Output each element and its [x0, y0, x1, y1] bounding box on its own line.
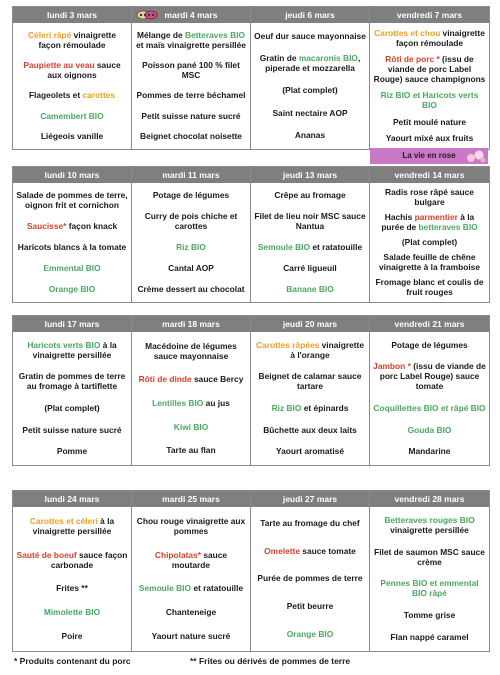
- day-header: [370, 491, 489, 507]
- day-column: [370, 316, 489, 465]
- menu-item-text: Orange BIO: [48, 283, 96, 294]
- menu-item: [373, 361, 486, 391]
- menu-items: [370, 23, 489, 149]
- menu-item-text: Semoule BIO: [257, 241, 310, 252]
- menu-item-text: Tarte au flan: [166, 445, 216, 456]
- menu-item: [16, 516, 128, 536]
- menu-item-text: (Plat complet): [282, 85, 338, 96]
- menu-item-text: et ratatouille: [310, 241, 363, 252]
- day-column: [251, 316, 370, 465]
- menu-item-text: Chou rouge vinaigrette aux pommes: [136, 515, 246, 536]
- day-column: [13, 491, 132, 651]
- menu-item: [373, 187, 486, 207]
- day-label: jeudi 13 mars: [282, 170, 338, 180]
- menu-item: [254, 108, 366, 118]
- menu-item-text: Gouda BIO: [407, 424, 452, 435]
- day-label: vendredi 28 mars: [394, 494, 465, 504]
- day-column: [370, 491, 489, 651]
- day-column: [13, 167, 132, 302]
- menu-item: [373, 446, 486, 456]
- menu-item: [373, 403, 486, 413]
- day-label: vendredi 21 mars: [394, 319, 465, 329]
- day-label: lundi 24 mars: [44, 494, 100, 504]
- menu-item-text: parmentier: [414, 212, 458, 223]
- menu-item-text: Flageolets et: [28, 90, 83, 101]
- day-header: [370, 316, 489, 332]
- menu-item: [135, 190, 247, 200]
- menu-item-text: Carottes et céleri: [29, 515, 98, 526]
- menu-item-text: Curry de pois chiche et carottes: [144, 211, 238, 232]
- menu-item-text: betteraves BIO: [418, 222, 478, 233]
- menu-item-text: Chanteneige: [165, 607, 217, 618]
- menu-item: [254, 31, 366, 41]
- day-label: mardi 11 mars: [162, 170, 220, 180]
- menu-item-text: Sauté de boeuf: [16, 549, 77, 560]
- menu-item-text: Carottes râpées: [256, 339, 320, 350]
- menu-item: [16, 60, 128, 80]
- menu-item-text: et épinards: [301, 402, 349, 413]
- menu-item-text: (issu de viande de porc Label Rouge) sauce champignons: [373, 54, 486, 85]
- menu-item-text: Ananas: [294, 129, 326, 140]
- day-label: jeudi 27 mars: [282, 494, 338, 504]
- menu-item: [373, 133, 486, 143]
- menu-item-text: Potage de légumes: [152, 190, 230, 201]
- menu-item-text: Chipolatas*: [154, 549, 201, 560]
- menu-item: [16, 111, 128, 121]
- menu-item: [16, 242, 128, 252]
- menu-item-text: Petit suisse nature sucré: [141, 110, 241, 121]
- menu-item: [16, 371, 128, 391]
- menu-item: [135, 263, 247, 273]
- menu-item: [373, 28, 486, 48]
- menu-item-text: Flan nappé caramel: [390, 632, 469, 643]
- menu-items: [251, 183, 369, 302]
- menu-item-text: Pennes BIO et emmental BIO râpé: [380, 578, 479, 599]
- menu-item: [373, 90, 486, 110]
- day-header: [132, 167, 250, 183]
- day-header: [13, 7, 131, 23]
- day-header: [13, 167, 131, 183]
- day-header: [13, 491, 131, 507]
- day-label: mardi 25 mars: [162, 494, 220, 504]
- menu-item-text: Petit moulé nature: [392, 116, 467, 127]
- day-column: [132, 167, 251, 302]
- day-column: [370, 167, 489, 302]
- menu-item-text: Crème dessert au chocolat: [137, 283, 245, 294]
- menu-item-text: à la vinaigrette persillée: [32, 339, 117, 360]
- menu-item: [373, 610, 486, 620]
- day-column: [13, 7, 132, 149]
- menu-items: [370, 332, 489, 465]
- menu-item-text: Gratin de pommes de terre au fromage à tartiflette: [18, 371, 126, 392]
- menu-item-text: Beignet de calamar sauce tartare: [258, 371, 362, 392]
- menu-item-text: Kiwi BIO: [173, 421, 209, 432]
- menu-item-text: Bûchette aux deux laits: [263, 424, 357, 435]
- day-label: vendredi 7 mars: [396, 10, 463, 20]
- menu-item-text: au jus: [203, 397, 230, 408]
- menu-item-text: Petit beurre: [286, 601, 334, 612]
- menu-items: [251, 332, 369, 465]
- menu-items: [13, 332, 131, 465]
- menu-item: [16, 221, 128, 231]
- menu-item-text: Rôti de porc *: [385, 54, 440, 65]
- menu-item-text: Camembert BIO: [40, 110, 104, 121]
- menu-item-text: Yaourt nature sucré: [151, 631, 231, 642]
- menu-item-text: sauce façon carbonade: [50, 549, 128, 570]
- menu-item: [254, 371, 366, 391]
- day-header: [13, 316, 131, 332]
- day-header: [132, 316, 250, 332]
- menu-item-text: Riz BIO et Haricots verts BIO: [380, 90, 479, 111]
- menu-item-text: (Plat complet): [44, 402, 100, 413]
- menu-item: [16, 550, 128, 570]
- menu-item: [254, 242, 366, 252]
- menu-item: [135, 341, 247, 361]
- menu-item-text: vinaigrette persillée: [390, 524, 469, 535]
- day-label: lundi 3 mars: [46, 10, 98, 20]
- menu-item: [16, 631, 128, 641]
- menu-item: [254, 446, 366, 456]
- menu-item-text: Pomme: [56, 446, 88, 457]
- menu-item-text: Salade feuille de chêne vinaigrette à la framboise: [378, 251, 480, 272]
- week-4-menu: [12, 490, 490, 652]
- day-column: [132, 491, 251, 651]
- day-label: mardi 4 mars: [164, 10, 218, 20]
- day-label: vendredi 14 mars: [394, 170, 465, 180]
- menu-items: [13, 507, 131, 651]
- menu-items: [132, 23, 250, 149]
- menu-items: [132, 332, 250, 465]
- menu-items: [13, 23, 131, 149]
- menu-item-text: Pommes de terre béchamel: [136, 90, 246, 101]
- menu-item-text: façon knack: [66, 221, 118, 232]
- menu-item: [254, 518, 366, 528]
- menu-items: [132, 507, 250, 651]
- menu-item: [135, 374, 247, 384]
- menu-item-text: sauce tomate: [299, 545, 356, 556]
- menu-item-text: Haricots blancs à la tomate: [17, 241, 127, 252]
- day-header: [370, 167, 489, 183]
- menu-item-text: Banane BIO: [286, 283, 334, 294]
- banner-label: La vie en rose: [402, 151, 456, 160]
- menu-item: [135, 445, 247, 455]
- menu-item-text: Frites **: [56, 583, 88, 594]
- menu-item-text: Tomme grise: [403, 610, 456, 621]
- menu-item: [373, 578, 486, 598]
- menu-item-text: Betteraves BIO: [184, 30, 245, 41]
- menu-item-text: Radis rose râpé sauce bulgare: [385, 187, 474, 208]
- menu-item: [254, 284, 366, 294]
- menu-item: [135, 131, 247, 141]
- menu-item-text: Riz BIO: [176, 241, 206, 252]
- menu-item-text: Yaourt mixé aux fruits: [385, 132, 474, 143]
- menu-item: [254, 629, 366, 639]
- menu-item: [373, 212, 486, 232]
- menu-item: [373, 632, 486, 642]
- menu-item-text: Hachis: [384, 212, 415, 223]
- menu-item-text: Macédoine de légumes sauce mayonnaise: [145, 340, 237, 361]
- day-column: [13, 316, 132, 465]
- menu-item-text: Mandarine: [408, 446, 451, 457]
- menu-item-text: , piperade et mozzarella: [265, 53, 361, 74]
- day-label: lundi 10 mars: [44, 170, 100, 180]
- menu-item: [254, 263, 366, 273]
- menu-item: [373, 340, 486, 350]
- menu-item: [16, 403, 128, 413]
- menu-item: [373, 277, 486, 297]
- menu-items: [370, 183, 489, 302]
- carnival-masks-icon: [136, 8, 158, 22]
- menu-item-text: sauce moutarde: [171, 549, 228, 570]
- menu-item-text: Céleri râpé: [28, 30, 72, 41]
- menu-item: [254, 546, 366, 556]
- day-header: [251, 316, 369, 332]
- menu-item-text: Poisson pané 100 % filet MSC: [142, 60, 240, 81]
- menu-item: [254, 425, 366, 435]
- menu-item: [135, 30, 247, 50]
- menu-item-text: Liégeois vanille: [40, 130, 104, 141]
- menu-item-text: Fromage blanc et coulis de fruit rouges: [375, 276, 484, 297]
- menu-item-text: Potage de légumes: [391, 339, 468, 350]
- menu-item: [254, 211, 366, 231]
- menu-item-text: Purée de pommes de terre: [257, 573, 363, 584]
- menu-item: [16, 607, 128, 617]
- menu-item-text: Coquillettes BIO et râpé BIO: [373, 402, 486, 413]
- day-header: [132, 491, 250, 507]
- day-header: [251, 491, 369, 507]
- menu-item: [373, 54, 486, 84]
- menu-item-text: Tarte au fromage du chef: [260, 517, 360, 528]
- menu-item: [16, 446, 128, 456]
- day-header: [251, 7, 369, 23]
- menu-item: [254, 85, 366, 95]
- menu-item-text: Cantal AOP: [168, 262, 214, 273]
- menu-item-text: (Plat complet): [401, 236, 458, 247]
- day-column: [132, 7, 251, 149]
- menu-item-text: Poire: [61, 631, 83, 642]
- menu-item-text: Saint nectaire AOP: [272, 107, 348, 118]
- menu-item-text: à la purée de: [381, 212, 475, 233]
- menu-items: [251, 507, 369, 651]
- menu-item: [135, 550, 247, 570]
- day-column: [251, 167, 370, 302]
- menu-item: [254, 190, 366, 200]
- menu-item-text: Riz BIO: [271, 402, 302, 413]
- menu-item: [254, 573, 366, 583]
- menu-items: [251, 23, 369, 149]
- menu-item: [135, 583, 247, 593]
- week-1-menu: [12, 6, 490, 150]
- menu-item-text: Gratin de: [259, 53, 299, 64]
- menu-item-text: Carré ligueuil: [283, 262, 337, 273]
- menu-item-text: Filet de lieu noir MSC sauce Nantua: [254, 211, 366, 232]
- day-column: [251, 491, 370, 651]
- week-3-menu: [12, 315, 490, 466]
- menu-item-text: Haricots verts BIO: [27, 339, 101, 350]
- menu-item: [16, 425, 128, 435]
- menu-item-text: sauce Bercy: [191, 374, 244, 385]
- day-column: [132, 316, 251, 465]
- menu-item-text: Semoule BIO: [138, 583, 191, 594]
- menu-item-text: Lentilles BIO: [152, 397, 204, 408]
- menu-item: [16, 131, 128, 141]
- menu-item-text: Orange BIO: [286, 629, 334, 640]
- menu-item-text: Rôti de dinde: [138, 374, 192, 385]
- menu-item: [254, 403, 366, 413]
- theme-banner: [370, 148, 488, 164]
- menu-item: [135, 90, 247, 100]
- menu-item-text: sauce aux oignons: [47, 60, 121, 81]
- menu-item-text: (issu de viande de porc Label Rouge) sauce tomate: [379, 361, 486, 392]
- menu-item-text: vinaigrette façon rémoulade: [395, 28, 485, 49]
- menu-item-text: Saucisse*: [26, 221, 67, 232]
- decorative-balls-icon: [466, 149, 486, 163]
- menu-item: [135, 631, 247, 641]
- menu-item-text: à la vinaigrette persillée: [32, 515, 115, 536]
- menu-item-text: Yaourt aromatisé: [276, 446, 344, 457]
- menu-item-text: Filet de saumon MSC sauce crème: [374, 546, 485, 567]
- menu-item: [135, 60, 247, 80]
- menu-item: [16, 90, 128, 100]
- week-2-menu: [12, 166, 490, 303]
- menu-item: [16, 263, 128, 273]
- menu-item-text: vinaigrette façon rémoulade: [38, 30, 116, 51]
- menu-item-text: Oeuf dur sauce mayonnaise: [254, 31, 366, 42]
- menu-item: [135, 422, 247, 432]
- menu-item: [373, 515, 486, 535]
- menu-items: [370, 507, 489, 651]
- day-label: lundi 17 mars: [44, 319, 100, 329]
- menu-item-text: Carottes et chou: [374, 28, 441, 39]
- menu-item-text: Salade de pommes de terre, oignon frit et cornichon: [16, 190, 128, 211]
- menu-item-text: Paupiette au veau: [23, 60, 95, 71]
- menu-item: [373, 237, 486, 247]
- menu-item-text: Beignet chocolat noisette: [140, 130, 242, 141]
- menu-item: [16, 340, 128, 360]
- menu-item-text: carottes: [82, 90, 116, 101]
- menu-item: [135, 211, 247, 231]
- menu-item: [373, 425, 486, 435]
- menu-item: [135, 398, 247, 408]
- menu-item-text: et ratatouille: [191, 583, 244, 594]
- day-label: jeudi 20 mars: [282, 319, 338, 329]
- menu-item: [135, 111, 247, 121]
- menu-item-text: Petit suisse nature sucré: [22, 424, 122, 435]
- menu-item-text: vinaigrette à l'orange: [290, 339, 364, 360]
- menu-item-text: Omelette: [264, 545, 300, 556]
- day-label: mardi 18 mars: [162, 319, 220, 329]
- footnote-pork: * Produits contenant du porc: [14, 656, 131, 666]
- menu-item-text: Jambon *: [373, 361, 411, 372]
- menu-item: [373, 252, 486, 272]
- menu-item: [254, 340, 366, 360]
- day-header: [370, 7, 489, 23]
- menu-item-text: Mimolette BIO: [43, 607, 101, 618]
- menu-item: [16, 30, 128, 50]
- menu-item: [254, 130, 366, 140]
- menu-item-text: Mélange de: [137, 30, 185, 41]
- menu-item: [16, 583, 128, 593]
- menu-item: [135, 242, 247, 252]
- menu-item-text: macaronis BIO: [298, 53, 358, 64]
- menu-item-text: Crêpe au fromage: [274, 190, 346, 201]
- menu-item: [135, 284, 247, 294]
- menu-items: [132, 183, 250, 302]
- day-header: [251, 167, 369, 183]
- footnote-fries: ** Frites ou dérivés de pommes de terre: [190, 656, 351, 666]
- menu-item: [373, 117, 486, 127]
- menu-item: [254, 53, 366, 73]
- day-column: [251, 7, 370, 149]
- menu-item: [135, 516, 247, 536]
- menu-items: [13, 183, 131, 302]
- day-header: [132, 7, 250, 23]
- menu-item-text: Emmental BIO: [43, 262, 101, 273]
- menu-item: [16, 284, 128, 294]
- day-label: jeudi 6 mars: [285, 10, 335, 20]
- menu-item: [254, 601, 366, 611]
- menu-item-text: Betteraves rouges BIO: [384, 514, 475, 525]
- menu-item: [16, 190, 128, 210]
- menu-item: [135, 607, 247, 617]
- menu-item-text: et maïs vinaigrette persillée: [136, 40, 246, 51]
- day-column: [370, 7, 489, 149]
- menu-item: [373, 547, 486, 567]
